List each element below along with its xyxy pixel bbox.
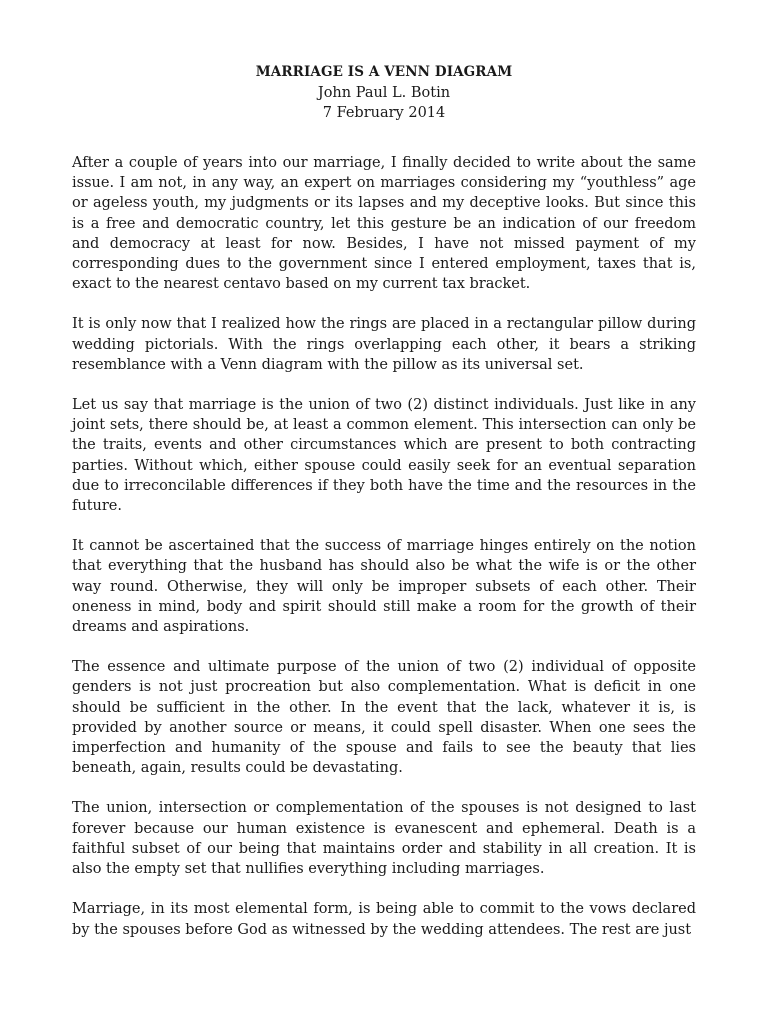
paragraph-4: It cannot be ascertained that the success of marriage hinges entirely on the notion that everything that the husband has should also be what the wife is or the other way round. Otherwise, they will only be improper subsets of each other. Their oneness in mind, body and spirit should still make a room for the growth of their dreams and aspirations. bbox=[72, 538, 696, 636]
paragraph-7: Marriage, in its most elemental form, is being able to commit to the vows declared by the spouses before God as witnessed by the wedding attendees. The rest are just bbox=[72, 901, 696, 938]
document-header bbox=[72, 62, 696, 123]
document-date: 7 February 2014 bbox=[322, 105, 446, 121]
paragraph-2: It is only now that I realized how the rings are placed in a rectangular pillow during wedding pictorials. With the rings overlapping each other, it bears a striking resemblance with a Venn diagram with the pillow as its universal set. bbox=[72, 316, 696, 373]
paragraph-5: The essence and ultimate purpose of the union of two (2) individual of opposite genders is not just procreation but also complementation. What is deficit in one should be sufficient in the other. In the event that the lack, whatever it is, is provided by another source or means, it could spell disaster. When one sees the imperfection and humanity of the spouse and fails to see the beauty that lies beneath, again, results could be devastating. bbox=[72, 659, 696, 777]
document-title: MARRIAGE IS A VENN DIAGRAM bbox=[255, 64, 513, 80]
paragraph-1: After a couple of years into our marriage, I finally decided to write about the same issue. I am not, in any way, an expert on marriages considering my “youthless” age or ageless youth, my judgments or its lapses and my deceptive looks. But since this is a free and democratic country, let this gesture be an indication of our freedom and democracy at least for now. Besides, I have not missed payment of my corresponding dues to the government since I entered employment, taxes that is, exact to the nearest centavo based on my current tax bracket. bbox=[72, 155, 696, 293]
document-author: John Paul L. Botin bbox=[317, 85, 451, 101]
paragraph-3: Let us say that marriage is the union of two (2) distinct individuals. Just like in any joint sets, there should be, at least a common element. This intersection can only be the traits, events and other circumstances which are present to both contracting parties. Without which, either spouse could easily seek for an eventual separation due to irreconcilable differences if they both have the time and the resources in the future. bbox=[72, 397, 696, 515]
paragraph-6: The union, intersection or complementation of the spouses is not designed to last forever because our human existence is evanescent and ephemeral. Death is a faithful subset of our being that maintains order and stability in all creation. It is also the empty set that nullifies everything including marriages. bbox=[72, 800, 696, 878]
